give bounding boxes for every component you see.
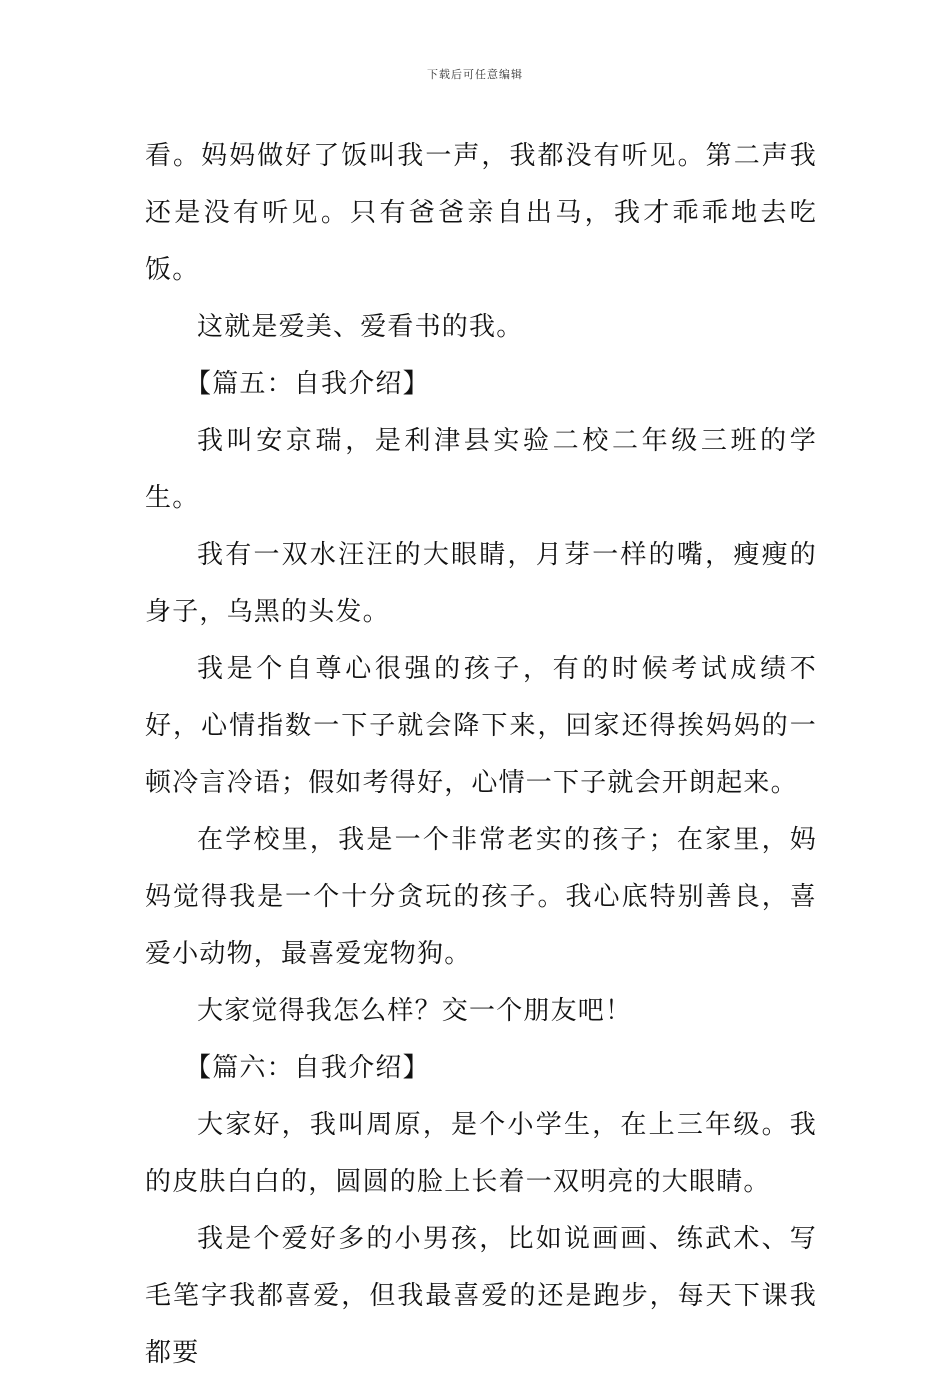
paragraph: 我叫安京瑞，是利津县实验二校二年级三班的学生。 bbox=[145, 426, 817, 513]
paragraph: 在学校里，我是一个非常老实的孩子；在家里，妈妈觉得我是一个十分贪玩的孩子。我心底特别善良，喜爱小动物，最喜爱宠物狗。 bbox=[145, 825, 817, 969]
paragraph: 我有一双水汪汪的大眼睛，月芽一样的嘴，瘦瘦的身子，乌黑的头发。 bbox=[145, 540, 817, 627]
paragraph: 我是个爱好多的小男孩，比如说画画、练武术、写毛笔字我都喜爱，但我最喜爱的还是跑步，每天下课我都要 bbox=[145, 1224, 817, 1368]
page-header: 下载后可任意编辑 bbox=[427, 68, 523, 81]
section-heading-5: 【篇五：自我介绍】 bbox=[185, 369, 430, 399]
paragraph: 这就是爱美、爱看书的我。 bbox=[197, 312, 524, 342]
paragraph: 我是个自尊心很强的孩子，有的时候考试成绩不好，心情指数一下子就会降下来，回家还得挨妈妈的一顿冷言冷语；假如考得好，心情一下子就会开朗起来。 bbox=[145, 654, 817, 798]
section-heading-6: 【篇六：自我介绍】 bbox=[185, 1053, 430, 1083]
paragraph: 大家觉得我怎么样？交一个朋友吧！ bbox=[197, 996, 633, 1026]
document-body bbox=[145, 128, 817, 1382]
paragraph-continuation: 看。妈妈做好了饭叫我一声，我都没有听见。第二声我还是没有听见。只有爸爸亲自出马，我才乖乖地去吃饭。 bbox=[145, 141, 817, 285]
paragraph: 大家好，我叫周原，是个小学生，在上三年级。我的皮肤白白的，圆圆的脸上长着一双明亮的大眼睛。 bbox=[145, 1110, 817, 1197]
